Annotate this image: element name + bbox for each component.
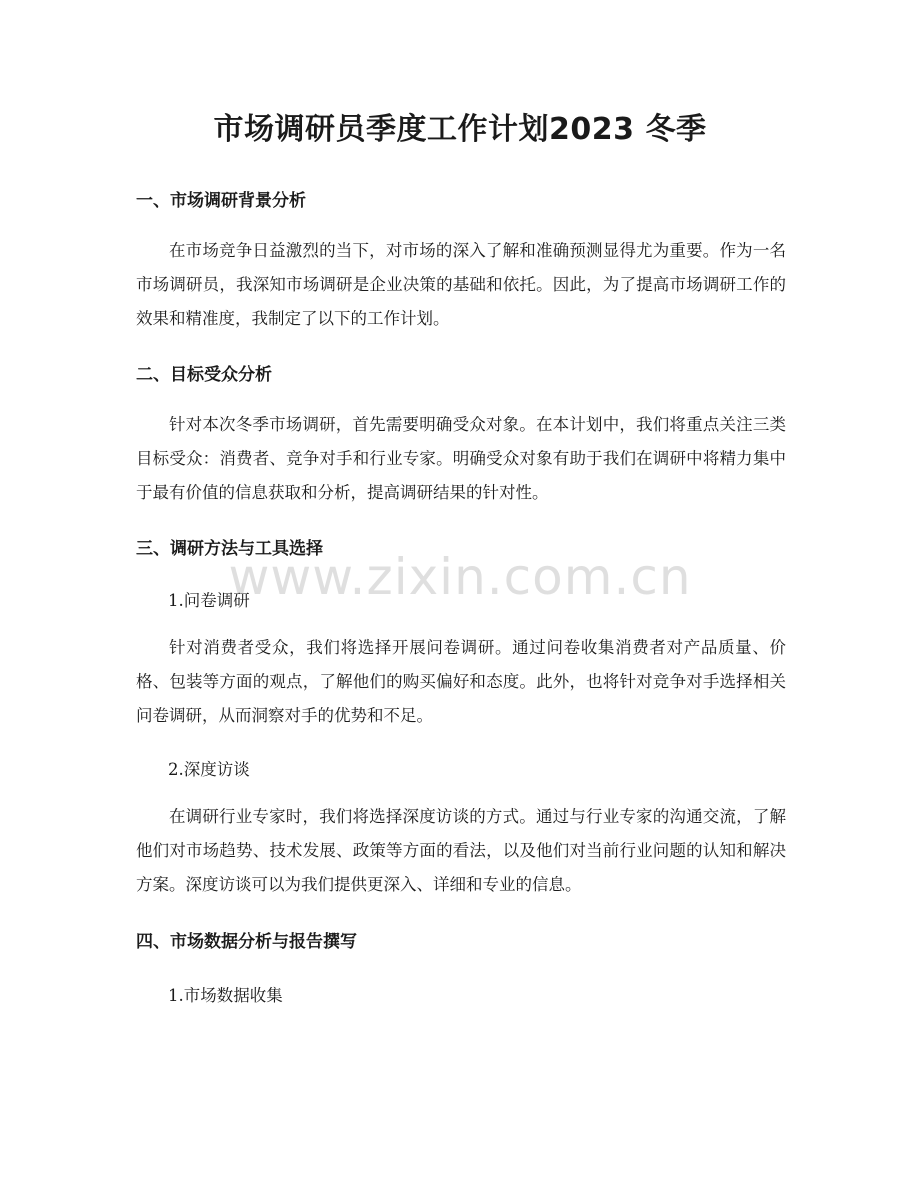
section-paragraph-1: 在市场竞争日益激烈的当下，对市场的深入了解和准确预测显得尤为重要。作为一名市场调研员，我深知市场调研是企业决策的基础和依托。因此，为了提高市场调研工作的效果和精准度，我制定了以下的工作计划。 <box>136 241 786 328</box>
section-heading-4: 四、市场数据分析与报告撰写 <box>136 932 357 952</box>
watermark-text: www.zixin.com.cn <box>228 548 692 606</box>
subsection-paragraph-interview: 在调研行业专家时，我们将选择深度访谈的方式。通过与行业专家的沟通交流，了解他们对市场趋势、技术发展、政策等方面的看法，以及他们对当前行业问题的认知和解决方案。深度访谈可以为我们提供更深入、详细和专业的信息。 <box>136 807 786 894</box>
subsection-label-interview: 2.深度访谈 <box>168 760 250 779</box>
section-heading-3: 三、调研方法与工具选择 <box>136 539 323 559</box>
section-heading-2: 二、目标受众分析 <box>136 365 272 385</box>
subsection-paragraph-survey: 针对消费者受众，我们将选择开展问卷调研。通过问卷收集消费者对产品质量、价格、包装等方面的观点，了解他们的购买偏好和态度。此外，也将针对竞争对手选择相关问卷调研，从而洞察对手的优势和不足。 <box>136 638 786 725</box>
section-heading-1: 一、市场调研背景分析 <box>136 191 306 211</box>
document-title: 市场调研员季度工作计划2023 冬季 <box>213 112 707 147</box>
section-paragraph-2: 针对本次冬季市场调研，首先需要明确受众对象。在本计划中，我们将重点关注三类目标受众：消费者、竞争对手和行业专家。明确受众对象有助于我们在调研中将精力集中于最有价值的信息获取和分析，提高调研结果的针对性。 <box>136 415 786 502</box>
subsection-label-data-collection: 1.市场数据收集 <box>168 986 283 1005</box>
subsection-label-survey: 1.问卷调研 <box>168 591 250 610</box>
